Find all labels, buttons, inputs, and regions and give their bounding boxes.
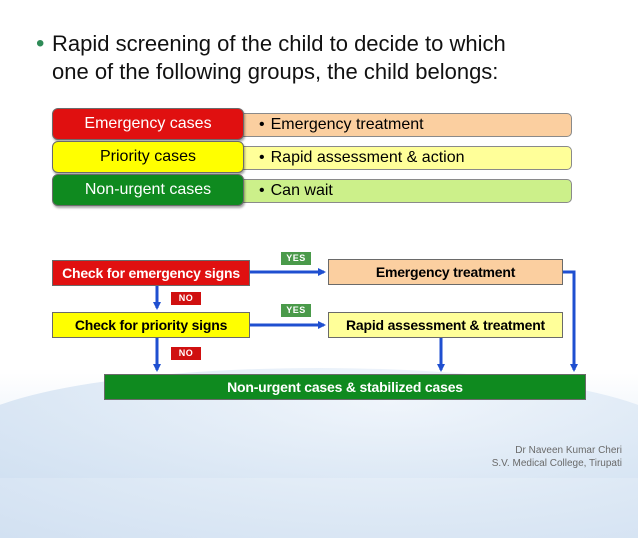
priority-cases-label: Priority cases: [52, 141, 244, 173]
non-urgent-cases-label: Non-urgent cases: [52, 174, 244, 206]
bullet-icon: •: [259, 182, 265, 199]
non-urgent-action-text: Can wait: [270, 182, 333, 199]
author-credit: [492, 444, 622, 470]
rapid-assessment-box: Rapid assessment & treatment: [328, 312, 563, 338]
arrow-emergency-to-nonurgent: [563, 272, 574, 370]
check-priority-signs-box: Check for priority signs: [52, 312, 250, 338]
yes-tag: YES: [281, 252, 311, 265]
no-tag: NO: [171, 292, 201, 305]
check-emergency-signs-box: Check for emergency signs: [52, 260, 250, 286]
non-urgent-stabilized-box: Non-urgent cases & stabilized cases: [104, 374, 586, 400]
title-line-1: Rapid screening of the child to decide to which: [52, 31, 506, 56]
title-line-2: one of the following groups, the child belongs:: [52, 59, 499, 84]
no-tag: NO: [171, 347, 201, 360]
emergency-action-text: Emergency treatment: [270, 116, 424, 133]
credit-institution: S.V. Medical College, Tirupati: [491, 458, 622, 469]
bullet-icon: •: [259, 149, 265, 166]
bullet-icon: •: [259, 116, 265, 133]
priority-action-text: Rapid assessment & action: [270, 149, 465, 166]
emergency-cases-label: Emergency cases: [52, 108, 244, 140]
bullet-icon: •: [36, 30, 45, 57]
yes-tag: YES: [281, 304, 311, 317]
credit-name: Dr Naveen Kumar Cheri: [515, 445, 622, 456]
emergency-treatment-box: Emergency treatment: [328, 259, 563, 285]
